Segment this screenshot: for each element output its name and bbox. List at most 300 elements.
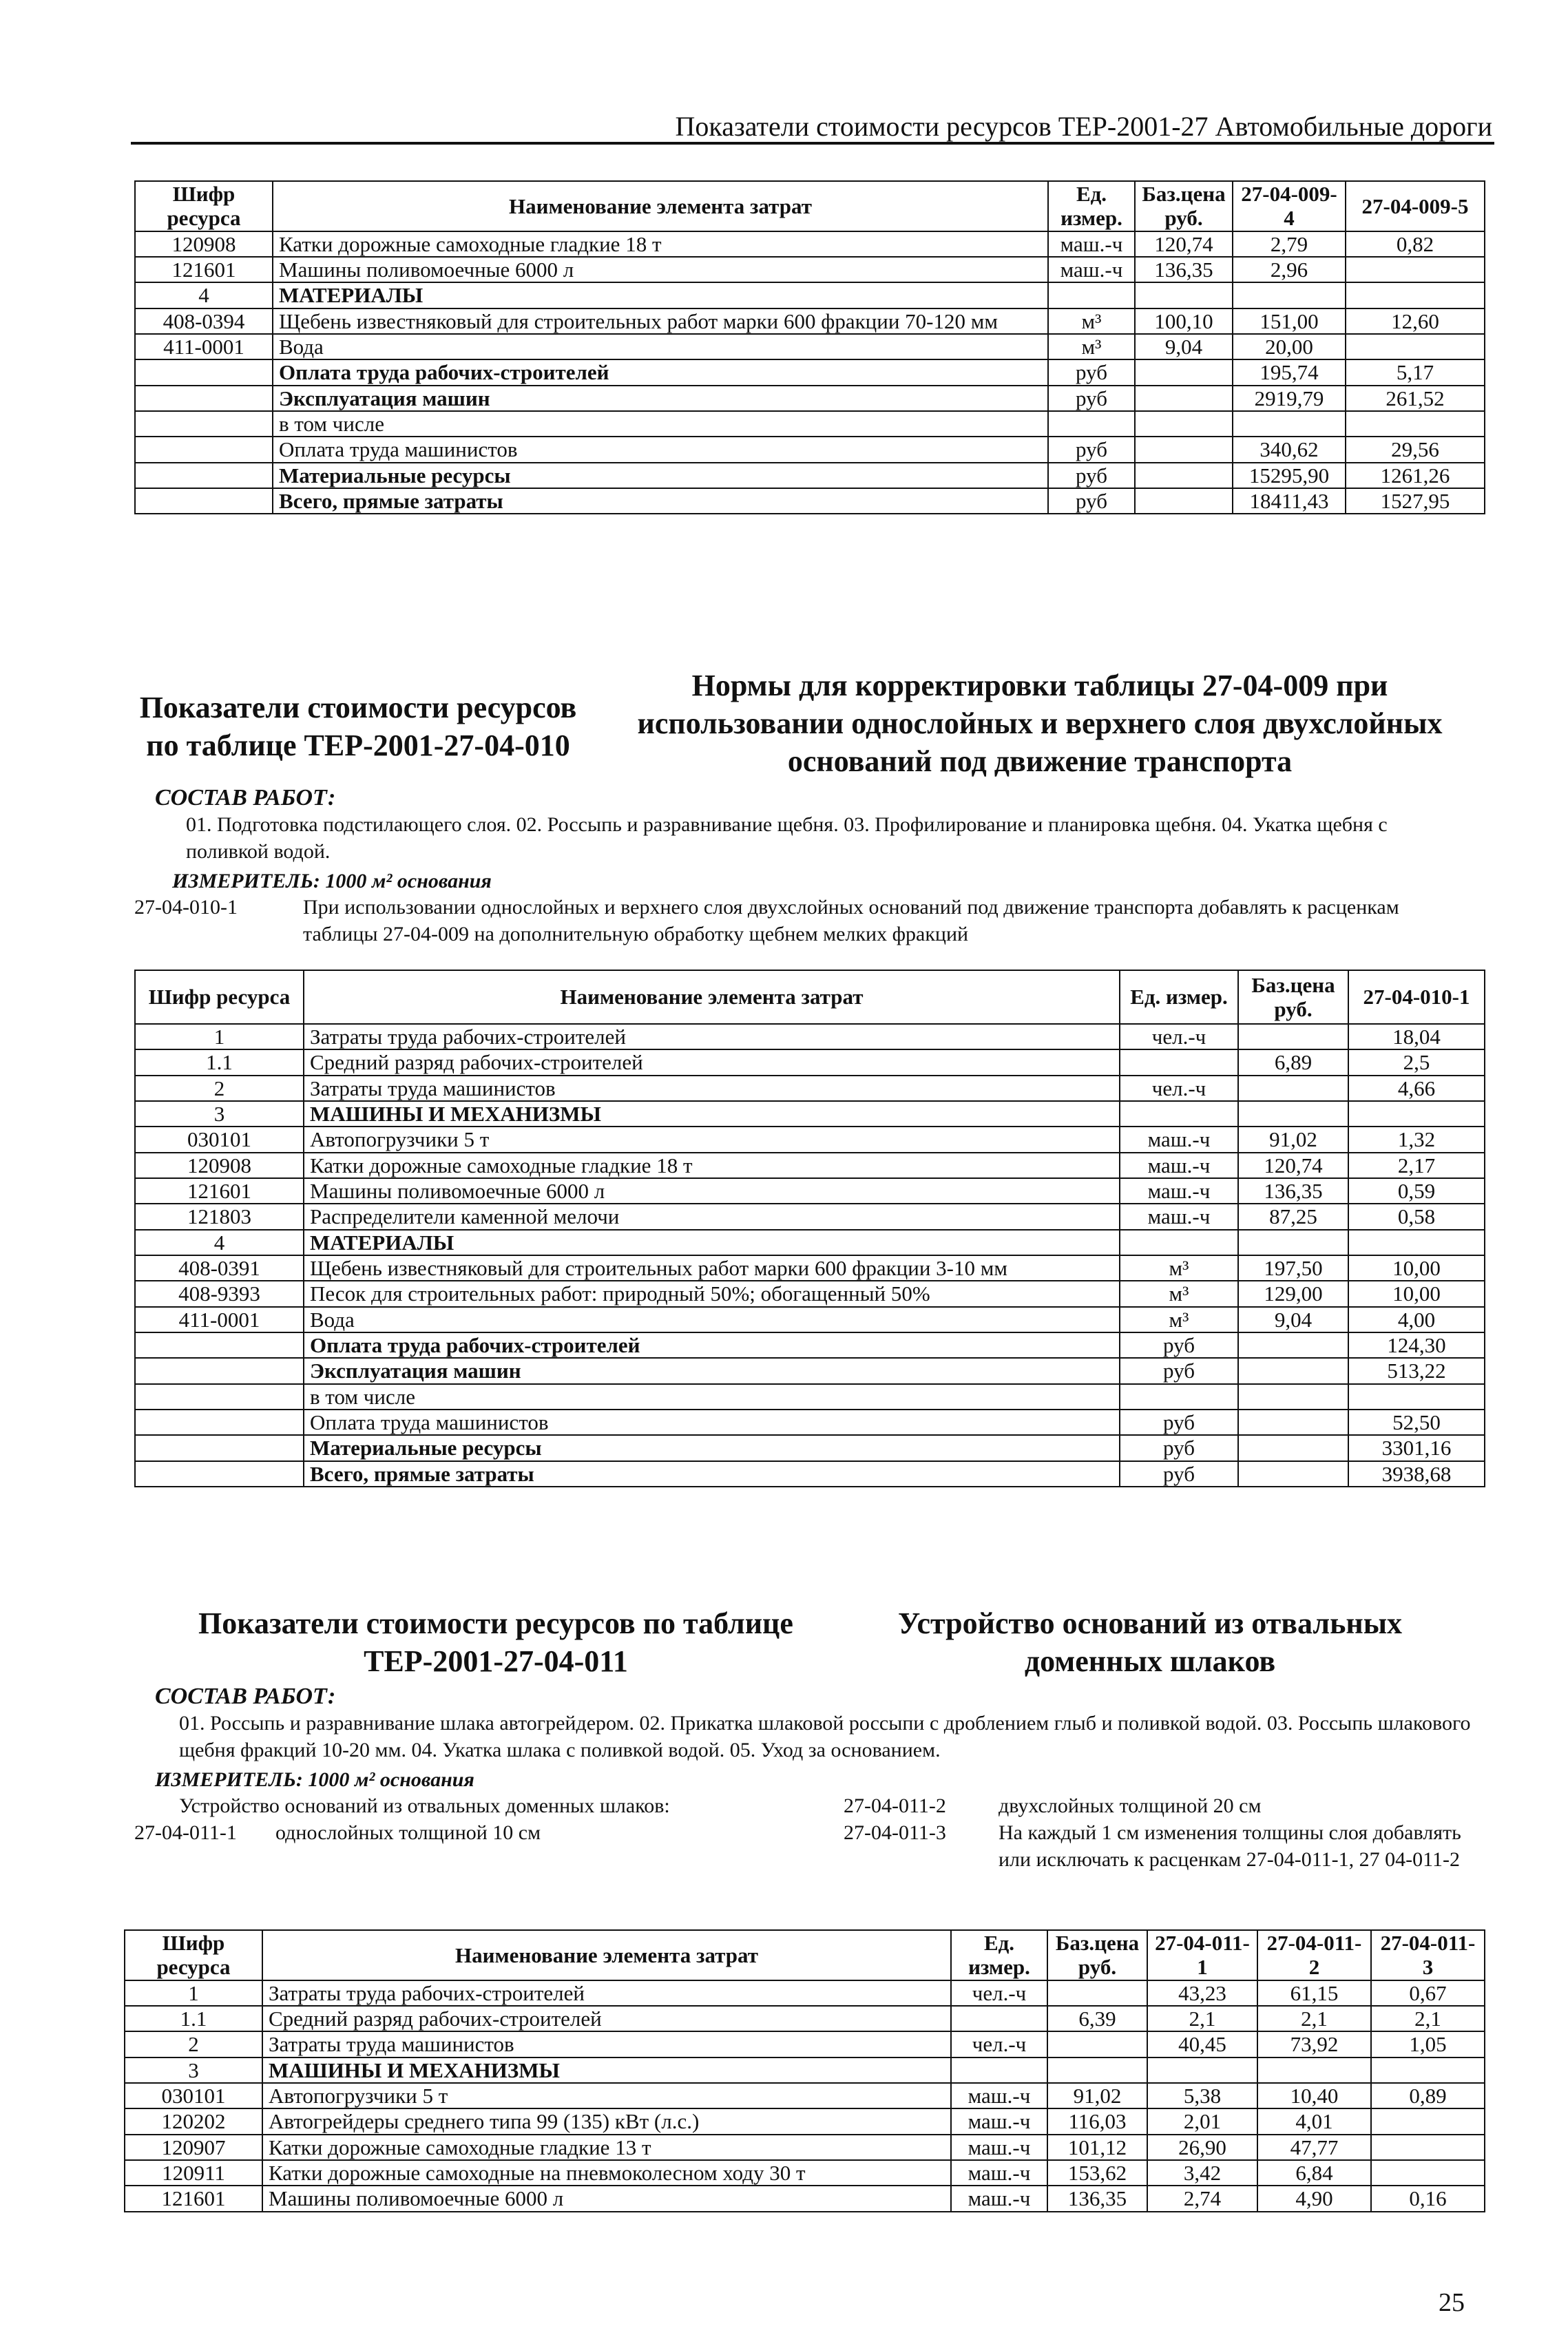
- section-title-right: Устройство оснований из отвальных доменных шлаков: [897, 1606, 1403, 1678]
- rate-description: На каждый 1 см изменения толщины слоя добавлять или исключать к расценкам 27-04-011-1, 27 04-011-2: [999, 1821, 1461, 1871]
- table-cell: 153,62: [1047, 2160, 1147, 2186]
- table-cell: 73,92: [1257, 2031, 1371, 2057]
- table-cell: [135, 411, 273, 437]
- table-cell: руб: [1048, 437, 1135, 462]
- table-cell: 6,84: [1257, 2160, 1371, 2186]
- table-cell: [1135, 463, 1233, 488]
- table-cell: [135, 488, 273, 514]
- table-cell: 136,35: [1047, 2186, 1147, 2211]
- table-cell: 120907: [125, 2135, 262, 2160]
- table-cell: Эксплуатация машин: [304, 1358, 1120, 1383]
- table-cell: 0,16: [1371, 2186, 1485, 2211]
- column-header: Ед. измер.: [1048, 181, 1135, 231]
- table-cell: Эксплуатация машин: [273, 386, 1048, 411]
- table-row: [135, 411, 1485, 437]
- column-header: 27-04-009-5: [1346, 181, 1485, 231]
- table-row: [135, 386, 1485, 411]
- table-cell: 120202: [125, 2108, 262, 2134]
- table-cell: 2,79: [1233, 231, 1346, 257]
- column-header: Ед. измер.: [951, 1930, 1047, 1980]
- table-cell: 2: [135, 1076, 304, 1101]
- table-cell: 151,00: [1233, 308, 1346, 334]
- table-cell: 1,32: [1348, 1127, 1485, 1152]
- table-cell: [1238, 1410, 1348, 1435]
- table-cell: Машины поливомоечные 6000 л: [304, 1178, 1120, 1204]
- table-header-row: [125, 1930, 1485, 1980]
- table-cell: маш.-ч: [1120, 1178, 1238, 1204]
- table-cell: 4: [135, 282, 273, 308]
- table-cell: м³: [1120, 1255, 1238, 1281]
- table-cell: 4,90: [1257, 2186, 1371, 2211]
- table-row: [135, 1178, 1485, 1204]
- izmeritel: ИЗМЕРИТЕЛЬ: 1000 м² основания: [172, 870, 492, 892]
- table-cell: [1147, 2057, 1257, 2083]
- column-header: Наименование элемента затрат: [262, 1930, 951, 1980]
- table-cell: 101,12: [1047, 2135, 1147, 2160]
- table-resources-27-04-009: [134, 180, 1485, 514]
- table-cell: Всего, прямые затраты: [273, 488, 1048, 514]
- table-row: [125, 2006, 1485, 2031]
- table-cell: 0,59: [1348, 1178, 1485, 1204]
- table-cell: 1527,95: [1346, 488, 1485, 514]
- table-cell: маш.-ч: [951, 2083, 1047, 2108]
- table-cell: руб: [1048, 386, 1135, 411]
- table-cell: 2,5: [1348, 1049, 1485, 1075]
- table-cell: Затраты труда машинистов: [262, 2031, 951, 2057]
- table-cell: [1135, 411, 1233, 437]
- table-cell: 47,77: [1257, 2135, 1371, 2160]
- table-cell: Оплата труда рабочих-строителей: [273, 359, 1048, 385]
- table-cell: 136,35: [1238, 1178, 1348, 1204]
- table-row: [135, 359, 1485, 385]
- table-cell: Автопогрузчики 5 т: [262, 2083, 951, 2108]
- table-row: [125, 2083, 1485, 2108]
- sostav-rabot-label: СОСТАВ РАБОТ:: [155, 785, 336, 810]
- table-cell: Материальные ресурсы: [304, 1435, 1120, 1460]
- table-cell: маш.-ч: [1048, 231, 1135, 257]
- table-cell: 1.1: [125, 2006, 262, 2031]
- table-row: [125, 2057, 1485, 2083]
- table-cell: [1371, 2057, 1485, 2083]
- table-cell: [135, 1332, 304, 1358]
- table-cell: 10,00: [1348, 1255, 1485, 1281]
- table-cell: руб: [1120, 1358, 1238, 1383]
- table-cell: [1348, 1384, 1485, 1410]
- table-cell: 121601: [125, 2186, 262, 2211]
- column-header: Шифр ресурса: [125, 1930, 262, 1980]
- table-cell: 5,38: [1147, 2083, 1257, 2108]
- table-cell: Катки дорожные самоходные на пневмоколесном ходу 30 т: [262, 2160, 951, 2186]
- table-cell: МАШИНЫ И МЕХАНИЗМЫ: [304, 1101, 1120, 1127]
- rate-description: двухслойных толщиной 20 см: [999, 1794, 1262, 1817]
- section-title-left: Показатели стоимости ресурсов по таблице ТЕР-2001-27-04-010: [139, 691, 577, 762]
- column-header: 27-04-010-1: [1348, 970, 1485, 1024]
- table-row: [135, 1101, 1485, 1127]
- table-cell: 030101: [125, 2083, 262, 2108]
- table-row: [135, 1281, 1485, 1306]
- table-cell: Вода: [304, 1307, 1120, 1332]
- table-row: [135, 1384, 1485, 1410]
- table-cell: Катки дорожные самоходные гладкие 13 т: [262, 2135, 951, 2160]
- column-header: Шифр ресурса: [135, 970, 304, 1024]
- table-row: [135, 308, 1485, 334]
- table-cell: 2: [125, 2031, 262, 2057]
- rate-code: 27-04-011-1: [134, 1821, 237, 1844]
- table-cell: 6,89: [1238, 1049, 1348, 1075]
- table-cell: [1135, 386, 1233, 411]
- table-cell: [135, 437, 273, 462]
- table-cell: маш.-ч: [951, 2160, 1047, 2186]
- table-cell: 15295,90: [1233, 463, 1346, 488]
- table-cell: Машины поливомоечные 6000 л: [262, 2186, 951, 2211]
- table-cell: [1238, 1461, 1348, 1487]
- table-cell: маш.-ч: [951, 2186, 1047, 2211]
- table-cell: 3: [135, 1101, 304, 1127]
- column-header: Баз.цена руб.: [1135, 181, 1233, 231]
- table-cell: 195,74: [1233, 359, 1346, 385]
- table-cell: 4: [135, 1230, 304, 1255]
- table-cell: 0,58: [1348, 1204, 1485, 1229]
- table-cell: [1135, 437, 1233, 462]
- table-header-row: [135, 970, 1485, 1024]
- table-cell: 408-0391: [135, 1255, 304, 1281]
- section-title-right: Нормы для корректировки таблицы 27-04-009 при использовании однослойных и верхнего слоя двухслойных оснований под движение транспорта: [637, 669, 1443, 778]
- table-cell: Автогрейдеры среднего типа 99 (135) кВт (л.с.): [262, 2108, 951, 2134]
- table-cell: 0,89: [1371, 2083, 1485, 2108]
- table-cell: [1233, 282, 1346, 308]
- column-header: 27-04-011-1: [1147, 1930, 1257, 1980]
- table-cell: 4,66: [1348, 1076, 1485, 1101]
- table-cell: 2919,79: [1233, 386, 1346, 411]
- rate-code: 27-04-011-3: [844, 1821, 946, 1844]
- table-cell: Затраты труда рабочих-строителей: [262, 1980, 951, 2006]
- table-row: [135, 1049, 1485, 1075]
- table-cell: [1371, 2135, 1485, 2160]
- table-cell: 340,62: [1233, 437, 1346, 462]
- table-cell: [1047, 2057, 1147, 2083]
- table-cell: 2,96: [1233, 257, 1346, 282]
- table-cell: 1: [125, 1980, 262, 2006]
- table-cell: м³: [1048, 308, 1135, 334]
- table-cell: Щебень известняковый для строительных работ марки 600 фракции 70-120 мм: [273, 308, 1048, 334]
- table-cell: Затраты труда рабочих-строителей: [304, 1024, 1120, 1049]
- table-cell: 0,82: [1346, 231, 1485, 257]
- table-cell: чел.-ч: [1120, 1076, 1238, 1101]
- table-cell: чел.-ч: [951, 1980, 1047, 2006]
- table-cell: МАШИНЫ И МЕХАНИЗМЫ: [262, 2057, 951, 2083]
- table-row: [135, 1307, 1485, 1332]
- table-cell: 116,03: [1047, 2108, 1147, 2134]
- table-cell: маш.-ч: [1120, 1204, 1238, 1229]
- table-row: [135, 488, 1485, 514]
- table-cell: 3301,16: [1348, 1435, 1485, 1460]
- table-cell: [951, 2057, 1047, 2083]
- table-cell: [1048, 411, 1135, 437]
- table-row: [135, 1410, 1485, 1435]
- table-cell: руб: [1120, 1410, 1238, 1435]
- rate-code: 27-04-010-1: [134, 896, 238, 919]
- table-row: [135, 1024, 1485, 1049]
- table-cell: 408-0394: [135, 308, 273, 334]
- table-cell: [135, 1435, 304, 1460]
- table-cell: руб: [1120, 1332, 1238, 1358]
- table-cell: [135, 359, 273, 385]
- table-cell: маш.-ч: [951, 2135, 1047, 2160]
- table-cell: 3938,68: [1348, 1461, 1485, 1487]
- table-cell: Средний разряд рабочих-строителей: [304, 1049, 1120, 1075]
- rate-description: однослойных толщиной 10 см: [275, 1821, 541, 1844]
- table-cell: Машины поливомоечные 6000 л: [273, 257, 1048, 282]
- table-cell: руб: [1048, 488, 1135, 514]
- table-cell: чел.-ч: [951, 2031, 1047, 2057]
- table-cell: 2,01: [1147, 2108, 1257, 2134]
- table-cell: [1233, 411, 1346, 437]
- table-cell: [135, 1461, 304, 1487]
- table-cell: 52,50: [1348, 1410, 1485, 1435]
- table-cell: 136,35: [1135, 257, 1233, 282]
- table-cell: 100,10: [1135, 308, 1233, 334]
- table-cell: 120,74: [1135, 231, 1233, 257]
- section-title-left: Показатели стоимости ресурсов по таблице ТЕР-2001-27-04-011: [198, 1606, 793, 1678]
- table-row: [135, 1230, 1485, 1255]
- table-cell: [1371, 2108, 1485, 2134]
- table-cell: [1048, 282, 1135, 308]
- table-row: [135, 1332, 1485, 1358]
- table-cell: Катки дорожные самоходные гладкие 18 т: [304, 1153, 1120, 1178]
- table-cell: 4,01: [1257, 2108, 1371, 2134]
- table-cell: Средний разряд рабочих-строителей: [262, 2006, 951, 2031]
- table-cell: в том числе: [273, 411, 1048, 437]
- table-cell: Вода: [273, 334, 1048, 359]
- table-cell: [1135, 359, 1233, 385]
- table-cell: 29,56: [1346, 437, 1485, 462]
- table-cell: 408-9393: [135, 1281, 304, 1306]
- table-cell: 120908: [135, 1153, 304, 1178]
- table-cell: 20,00: [1233, 334, 1346, 359]
- table-cell: [1238, 1076, 1348, 1101]
- table-row: [135, 282, 1485, 308]
- table-cell: 121601: [135, 257, 273, 282]
- header-rule: [131, 142, 1494, 145]
- table-cell: 40,45: [1147, 2031, 1257, 2057]
- table-row: [135, 1358, 1485, 1383]
- column-header: Баз.цена руб.: [1238, 970, 1348, 1024]
- izmeritel: ИЗМЕРИТЕЛЬ: 1000 м² основания: [155, 1768, 474, 1791]
- table-cell: [135, 386, 273, 411]
- table-cell: Щебень известняковый для строительных работ марки 600 фракции 3-10 мм: [304, 1255, 1120, 1281]
- table-row: [135, 437, 1485, 462]
- table-cell: [1371, 2160, 1485, 2186]
- table-cell: 5,17: [1346, 359, 1485, 385]
- table-cell: [1348, 1101, 1485, 1127]
- table-cell: 2,1: [1257, 2006, 1371, 2031]
- table-cell: 9,04: [1238, 1307, 1348, 1332]
- table-row: [135, 1204, 1485, 1229]
- table-cell: [1047, 2031, 1147, 2057]
- table-cell: 91,02: [1238, 1127, 1348, 1152]
- table-cell: Всего, прямые затраты: [304, 1461, 1120, 1487]
- table-cell: 18411,43: [1233, 488, 1346, 514]
- table-cell: 2,1: [1147, 2006, 1257, 2031]
- table-cell: 121803: [135, 1204, 304, 1229]
- table-cell: 411-0001: [135, 334, 273, 359]
- table-row: [125, 2186, 1485, 2211]
- table-cell: маш.-ч: [951, 2108, 1047, 2134]
- table-cell: 411-0001: [135, 1307, 304, 1332]
- table-cell: 197,50: [1238, 1255, 1348, 1281]
- table-cell: 0,67: [1371, 1980, 1485, 2006]
- table-row: [135, 1153, 1485, 1178]
- table-row: [135, 231, 1485, 257]
- column-header: 27-04-011-2: [1257, 1930, 1371, 1980]
- table-cell: 91,02: [1047, 2083, 1147, 2108]
- table-cell: [135, 1410, 304, 1435]
- column-header: 27-04-011-3: [1371, 1930, 1485, 1980]
- table-cell: 120,74: [1238, 1153, 1348, 1178]
- table-cell: Автопогрузчики 5 т: [304, 1127, 1120, 1152]
- table-cell: [1135, 488, 1233, 514]
- table-cell: 120908: [135, 231, 273, 257]
- table-cell: 1.1: [135, 1049, 304, 1075]
- table-cell: 120911: [125, 2160, 262, 2186]
- table-row: [135, 1461, 1485, 1487]
- table-cell: 10,40: [1257, 2083, 1371, 2108]
- table-cell: Песок для строительных работ: природный 50%; обогащенный 50%: [304, 1281, 1120, 1306]
- table-cell: [1238, 1384, 1348, 1410]
- table-row: [135, 257, 1485, 282]
- table-cell: 18,04: [1348, 1024, 1485, 1049]
- table-cell: 9,04: [1135, 334, 1233, 359]
- table-cell: Оплата труда рабочих-строителей: [304, 1332, 1120, 1358]
- table-cell: [1257, 2057, 1371, 2083]
- table-cell: 2,17: [1348, 1153, 1485, 1178]
- table-row: [135, 1435, 1485, 1460]
- table-row: [135, 1255, 1485, 1281]
- table-cell: Оплата труда машинистов: [304, 1410, 1120, 1435]
- table-row: [125, 2031, 1485, 2057]
- table-cell: 030101: [135, 1127, 304, 1152]
- table-cell: Распределители каменной мелочи: [304, 1204, 1120, 1229]
- table-cell: м³: [1120, 1281, 1238, 1306]
- table-cell: 124,30: [1348, 1332, 1485, 1358]
- column-header: Баз.цена руб.: [1047, 1930, 1147, 1980]
- table-cell: 4,00: [1348, 1307, 1485, 1332]
- table-cell: [1120, 1384, 1238, 1410]
- table-cell: [1047, 1980, 1147, 2006]
- table-cell: 26,90: [1147, 2135, 1257, 2160]
- table-cell: 513,22: [1348, 1358, 1485, 1383]
- table-cell: [1238, 1435, 1348, 1460]
- table-cell: [1238, 1332, 1348, 1358]
- column-header: 27-04-009-4: [1233, 181, 1346, 231]
- table-cell: МАТЕРИАЛЫ: [273, 282, 1048, 308]
- table-cell: 12,60: [1346, 308, 1485, 334]
- column-header: Ед. измер.: [1120, 970, 1238, 1024]
- column-header: Наименование элемента затрат: [273, 181, 1048, 231]
- table-header-row: [135, 181, 1485, 231]
- table-cell: [1238, 1358, 1348, 1383]
- table-cell: [1238, 1024, 1348, 1049]
- table-cell: [1238, 1101, 1348, 1127]
- column-header: Наименование элемента затрат: [304, 970, 1120, 1024]
- table-row: [125, 1980, 1485, 2006]
- table-cell: руб: [1120, 1435, 1238, 1460]
- table-cell: Оплата труда машинистов: [273, 437, 1048, 462]
- table-cell: 1: [135, 1024, 304, 1049]
- running-header: Показатели стоимости ресурсов ТЕР-2001-27 Автомобильные дороги: [675, 111, 1492, 142]
- table-cell: [1346, 257, 1485, 282]
- table-cell: [135, 463, 273, 488]
- table-row: [125, 2108, 1485, 2134]
- page-number: 25: [1439, 2288, 1465, 2317]
- table-cell: [1135, 282, 1233, 308]
- table-cell: маш.-ч: [1120, 1127, 1238, 1152]
- table-cell: 43,23: [1147, 1980, 1257, 2006]
- table-row: [135, 1076, 1485, 1101]
- table-cell: 10,00: [1348, 1281, 1485, 1306]
- table-cell: руб: [1120, 1461, 1238, 1487]
- table-cell: [135, 1358, 304, 1383]
- table-cell: руб: [1048, 463, 1135, 488]
- table-resources-27-04-011: [124, 1929, 1485, 2212]
- rate-description: При использовании однослойных и верхнего слоя двухслойных оснований под движение транспорта добавлять к расценкам таблицы 27-04-009 на дополнительную обработку щебнем мелких фракций: [303, 896, 1399, 945]
- table-row: [125, 2135, 1485, 2160]
- table-cell: [1238, 1230, 1348, 1255]
- table-cell: чел.-ч: [1120, 1024, 1238, 1049]
- table-cell: [951, 2006, 1047, 2031]
- table-cell: [1348, 1230, 1485, 1255]
- table-cell: 1,05: [1371, 2031, 1485, 2057]
- table-cell: маш.-ч: [1048, 257, 1135, 282]
- table-cell: Катки дорожные самоходные гладкие 18 т: [273, 231, 1048, 257]
- table-row: [135, 334, 1485, 359]
- table-cell: [1346, 282, 1485, 308]
- table-row: [135, 463, 1485, 488]
- sostav-rabot-text: 01. Россыпь и разравнивание шлака автогрейдером. 02. Прикатка шлаковой россыпи с дроблением глыб и поливкой водой. 03. Россыпь шлакового щебня фракций 10-20 мм. 04. Укатка шлака с поливкой водой. 05. Уход за основанием.: [179, 1712, 1471, 1761]
- table-cell: 6,39: [1047, 2006, 1147, 2031]
- works-intro: Устройство оснований из отвальных доменных шлаков:: [179, 1794, 670, 1817]
- table-cell: Затраты труда машинистов: [304, 1076, 1120, 1101]
- table-cell: [1346, 334, 1485, 359]
- sostav-rabot-label: СОСТАВ РАБОТ:: [155, 1684, 336, 1709]
- table-cell: 1261,26: [1346, 463, 1485, 488]
- table-cell: 61,15: [1257, 1980, 1371, 2006]
- table-resources-27-04-010: [134, 970, 1485, 1487]
- table-cell: 3,42: [1147, 2160, 1257, 2186]
- table-cell: в том числе: [304, 1384, 1120, 1410]
- table-cell: [1120, 1230, 1238, 1255]
- table-cell: руб: [1048, 359, 1135, 385]
- table-cell: 121601: [135, 1178, 304, 1204]
- table-row: [135, 1127, 1485, 1152]
- table-cell: Материальные ресурсы: [273, 463, 1048, 488]
- sostav-rabot-text: 01. Подготовка подстилающего слоя. 02. Россыпь и разравнивание щебня. 03. Профилирование и планировка щебня. 04. Укатка щебня с поливкой водой.: [186, 813, 1388, 863]
- table-cell: маш.-ч: [1120, 1153, 1238, 1178]
- table-cell: м³: [1048, 334, 1135, 359]
- table-row: [125, 2160, 1485, 2186]
- table-cell: МАТЕРИАЛЫ: [304, 1230, 1120, 1255]
- table-cell: 2,1: [1371, 2006, 1485, 2031]
- table-cell: [1346, 411, 1485, 437]
- table-cell: [1120, 1101, 1238, 1127]
- rate-code: 27-04-011-2: [844, 1794, 946, 1817]
- table-cell: 129,00: [1238, 1281, 1348, 1306]
- table-cell: м³: [1120, 1307, 1238, 1332]
- table-cell: 2,74: [1147, 2186, 1257, 2211]
- table-cell: 261,52: [1346, 386, 1485, 411]
- table-cell: [1120, 1049, 1238, 1075]
- column-header: Шифр ресурса: [135, 181, 273, 231]
